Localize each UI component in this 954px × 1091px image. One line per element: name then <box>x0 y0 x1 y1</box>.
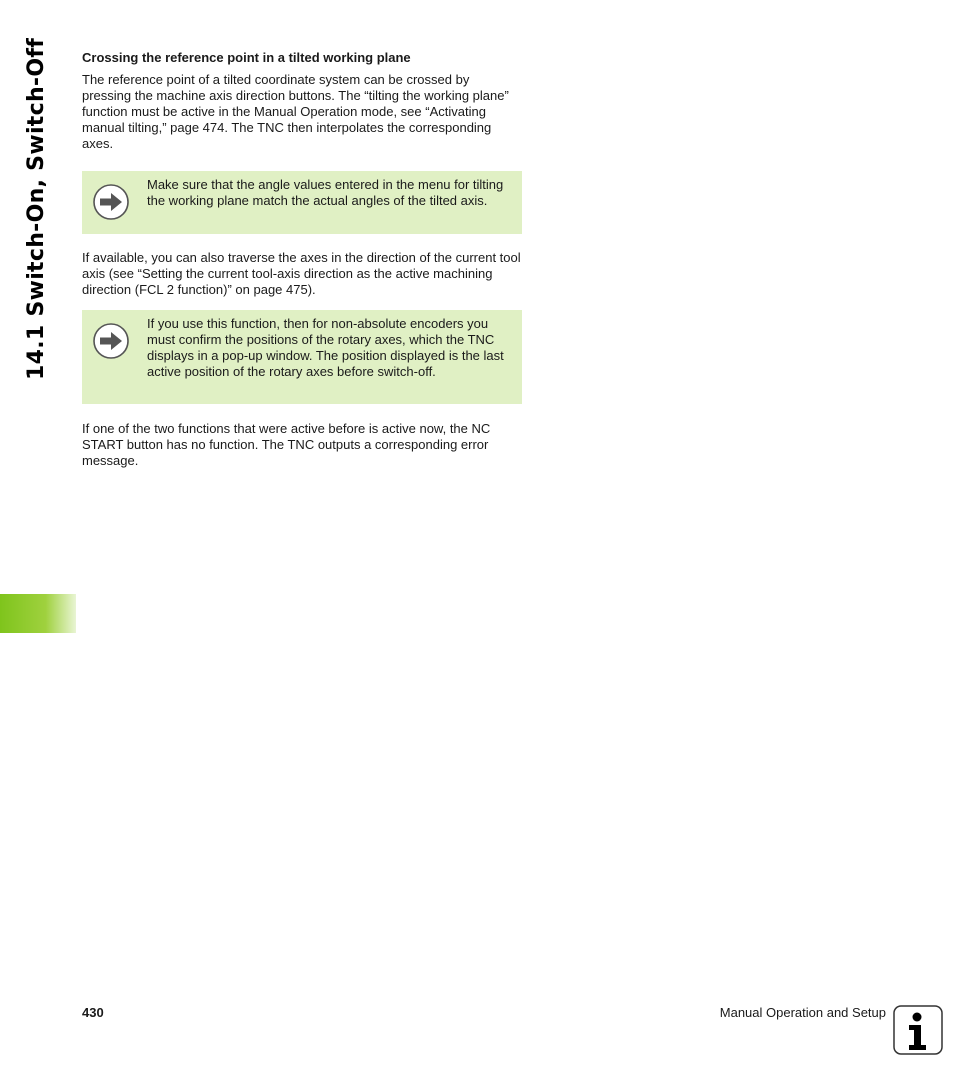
footer-chapter-title: Manual Operation and Setup <box>719 1005 886 1020</box>
paragraph-1: The reference point of a tilted coordinate system can be crossed by pressing the machine axis direction buttons. The “tilting the working plane” function must be active in the Manual Operation mode, see “Activating manual tilting,” page 474. The TNC then interpolates the corresponding axes. <box>82 72 509 151</box>
note-text-1: Make sure that the angle values entered in the menu for tilting the working plane match the actual angles of the tilted axis. <box>147 177 504 208</box>
arrow-right-icon <box>92 183 130 221</box>
note-text-2: If you use this function, then for non-absolute encoders you must confirm the positions of the rotary axes, which the TNC displays in a pop-up window. The position displayed is the last active position of the rotary axes before switch-off. <box>147 316 504 379</box>
info-icon <box>893 1005 943 1055</box>
arrow-right-icon <box>92 322 130 360</box>
main-content <box>82 49 522 469</box>
note-box-1 <box>82 171 522 234</box>
page-number: 430 <box>82 1005 104 1020</box>
chapter-tab-marker <box>0 594 76 633</box>
note-box-2 <box>82 310 522 404</box>
section-heading: Crossing the reference point in a tilted working plane <box>82 50 411 65</box>
chapter-side-title: 14.1 Switch-On, Switch-Off <box>24 37 49 380</box>
paragraph-3: If one of the two functions that were active before is active now, the NC START button has no function. The TNC outputs a corresponding error message. <box>82 421 491 468</box>
paragraph-2: If available, you can also traverse the axes in the direction of the current tool axis (see “Setting the current tool-axis direction as the active machining direction (FCL 2 function)” on page 475). <box>82 250 521 297</box>
